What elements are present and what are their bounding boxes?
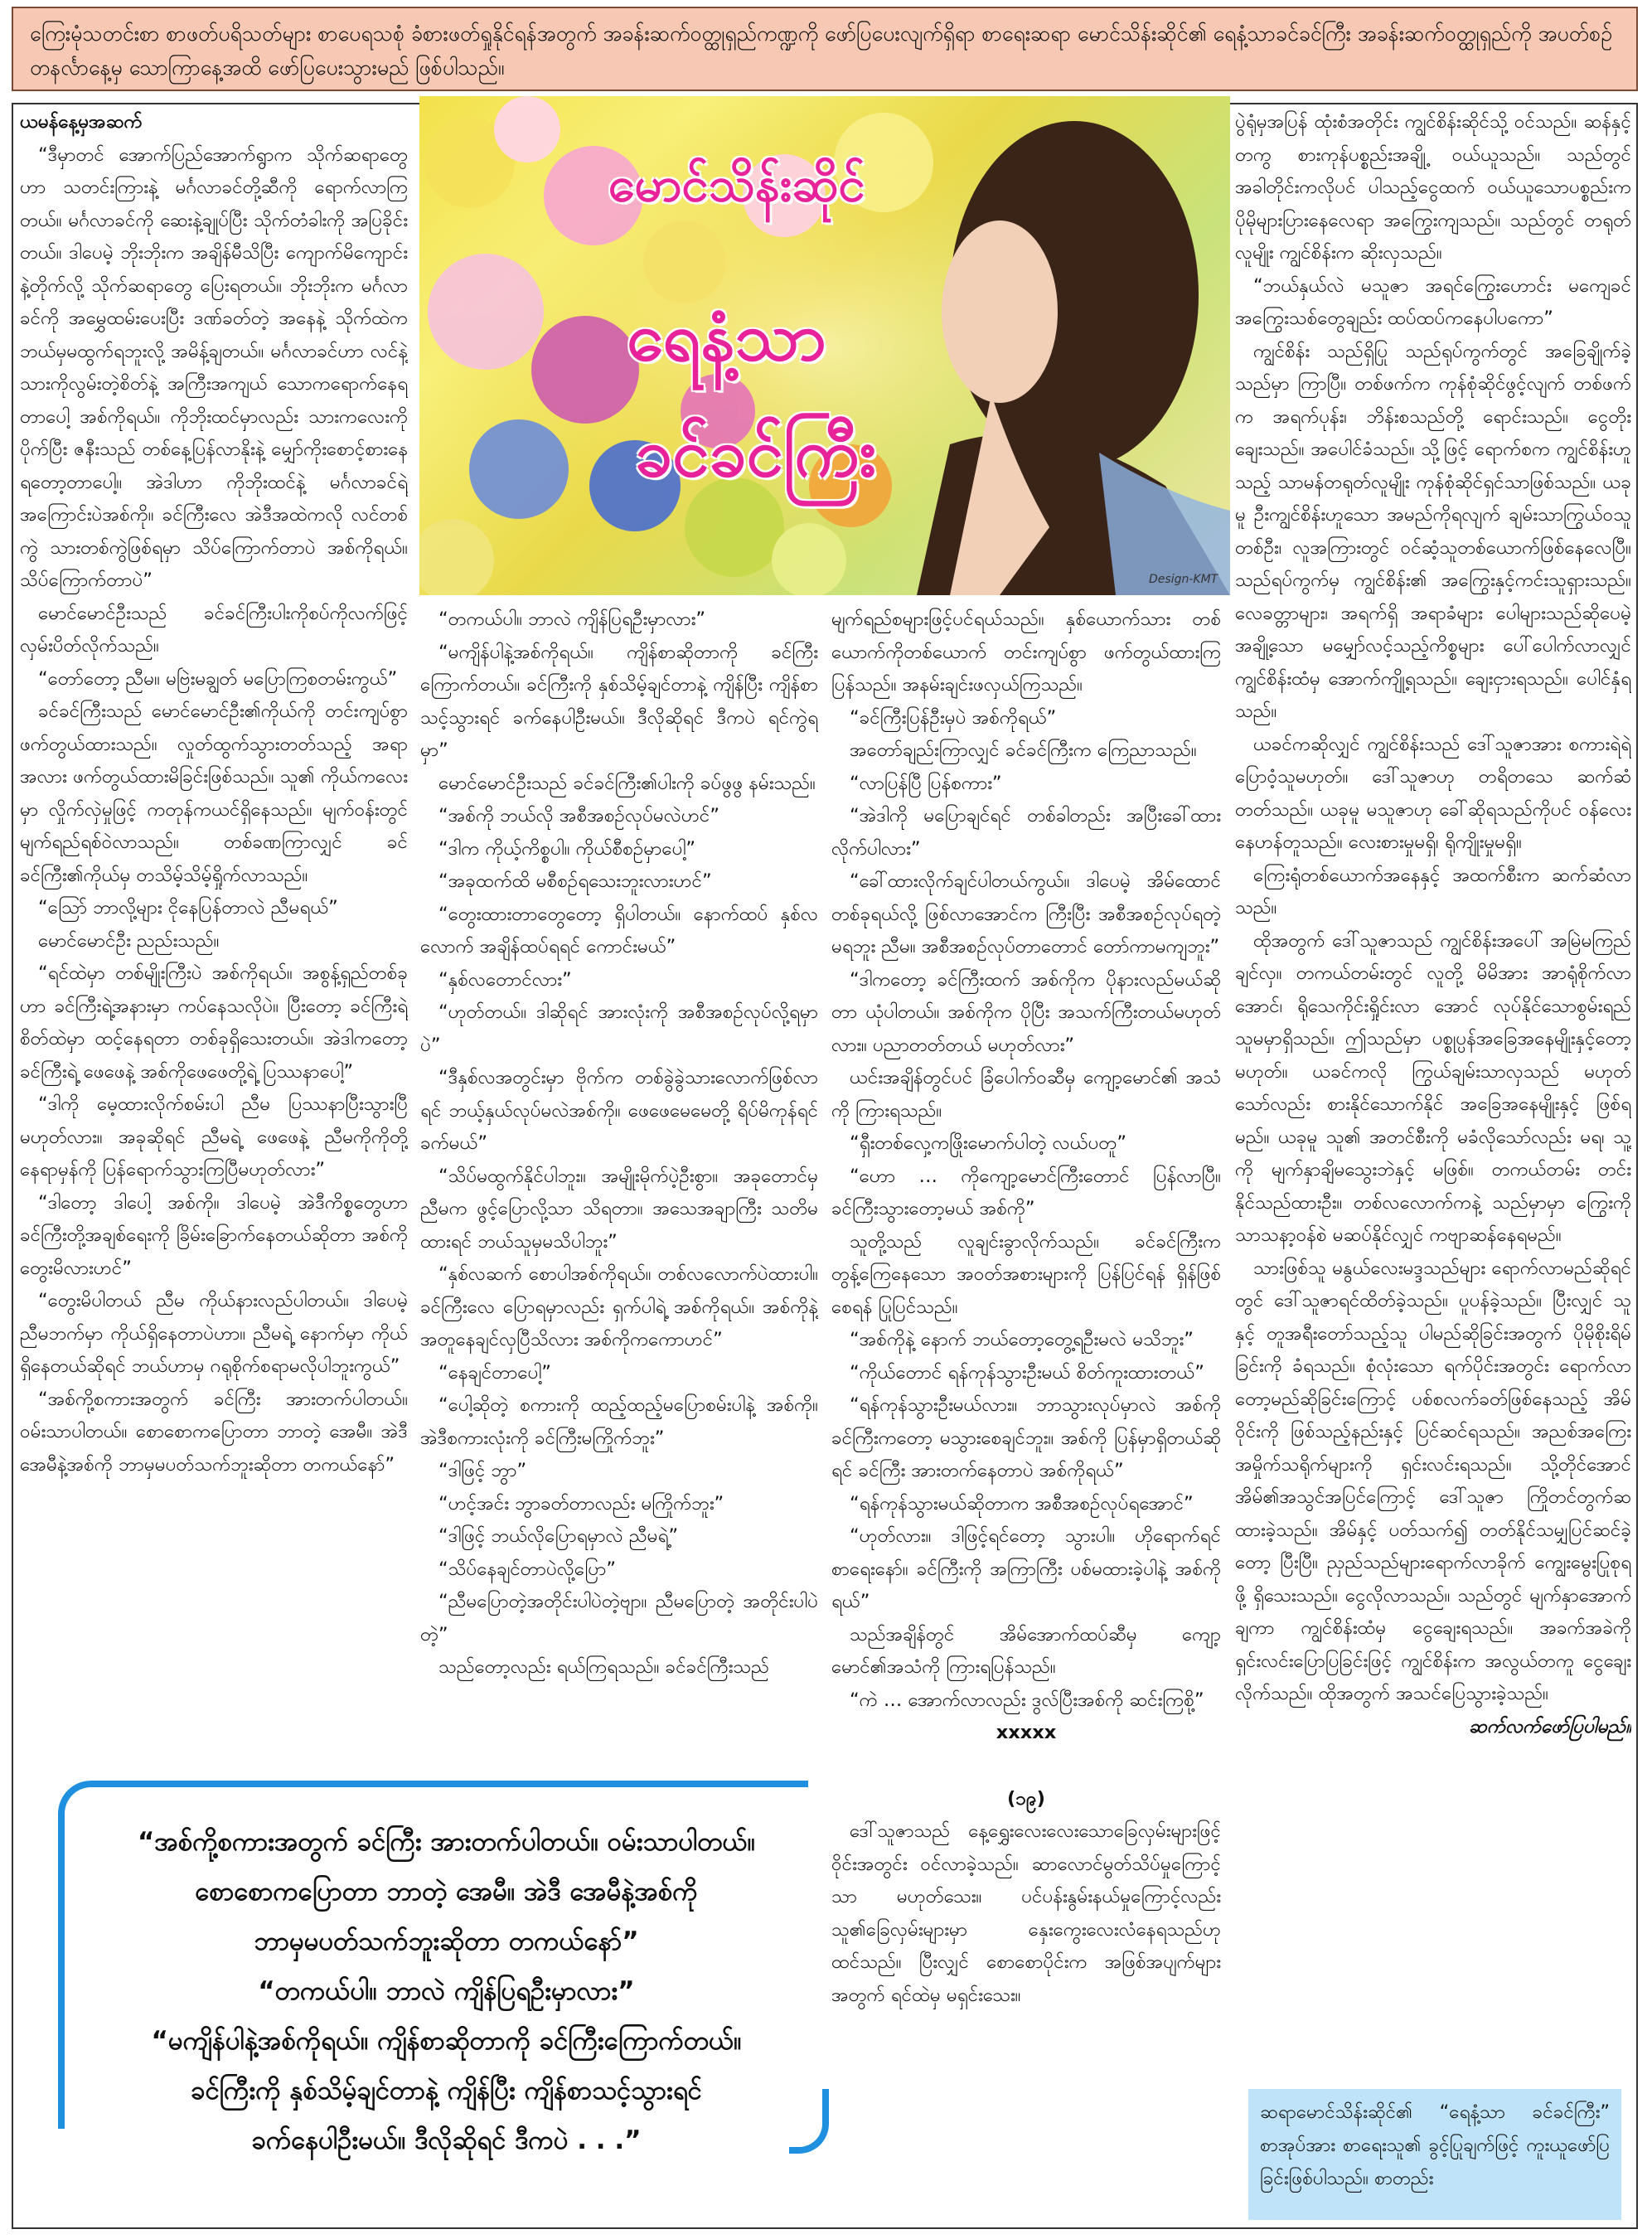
- paragraph: “ညီမပြောတဲ့အတိုင်းပါပဲတဲ့ဗျာ။ ညီမပြောတဲ့ အတိုင်းပါပဲတဲ့”: [420, 1591, 818, 1645]
- section-break-mark: xxxxx: [996, 1722, 1057, 1743]
- pull-quote-line: “မကျိန်ပါနဲ့အစ်ကိုရယ်။ ကျိန်စာဆိုတာကို ခင်ကြီးကြောက်တယ်။: [151, 2026, 742, 2056]
- paragraph: ကြေးရုံတစ်ယောက်အနေနှင့် အထက်စီးက ဆက်ဆံလာသည်။: [1235, 864, 1631, 918]
- paragraph: “အခုထက်ထိ မစီစဉ်ရသေးဘူးလားဟင်”: [438, 870, 712, 892]
- paragraph: ယခင်ကဆိုလျှင် ကျွင်စိန်းသည် ဒေါ်သူဇာအား စကားရဲရဲ ပြောဝံ့သူမဟုတ်။ ဒေါ်သူဇာဟု တရိတသေ ဆက်ဆံတတ်သည်။ ယခုမူ မသူဇာဟု ခေါ်ဆိုရသည်ကိုပင် ဝန်လေးနေဟန်တူသည်။ လေးစားမှုမရှိ၊ ရိုကျိုးမှုမရှိ။: [1235, 733, 1631, 853]
- paragraph: “ဟင့်အင်း ဘွာခတ်တာလည်း မကြိုက်ဘူး”: [438, 1492, 724, 1514]
- paragraph: ဒေါ်သူဇာသည် နေ့ရွှေးလေးလေးသောခြေလှမ်းများဖြင့် ဝိုင်းအတွင်း ဝင်လာခဲ့သည်။ ဆာလောင်မွတ်သိပ်မှုကြောင့်သာ မဟုတ်သေး။ ပင်ပန်းနွမ်းနယ်မှုကြောင့်လည်း သူ၏ခြေလှမ်းများမှာ နှေးကွေးလေးလံနေရသည်ဟု ထင်သည်။ ပြီးလျှင် စောစောပိုင်းက အဖြစ်အပျက်များအတွက် ရင်ထဲမှ မရှင်းသေး။: [831, 1820, 1221, 2006]
- paragraph: “ရန်ကုန်သွားဦးမယ်လား။ ဘာသွားလုပ်မှာလဲ အစ်ကို ခင်ကြီးကတော့ မသွားစေချင်ဘူး။ အစ်ကို ပြန်မှာရှိတယ်ဆိုရင် ခင်ကြီး အားတက်နေတာပဲ အစ်ကိုရယ်”: [831, 1394, 1221, 1481]
- paragraph: “ဟုတ်တယ်။ ဒါဆိုရင် အားလုံးကို အစီအစဉ်လုပ်လို့ရမှာပဲ”: [420, 1001, 818, 1056]
- paragraph: “ဟော … ကိုကျော့မောင်ကြီးတောင် ပြန်လာပြီ။ ခင်ကြီးသွားတော့မယ် အစ်ကို”: [831, 1165, 1221, 1219]
- paragraph: ကျွင်စိန်း သည်ရှိပြု သည်ရုပ်ကွက်တွင် အခြေချိုက်ခဲ့သည်မှာ ကြာပြီ။ တစ်ဖက်က ကုန်စုံဆိုင်ဖွင့်လျက် တစ်ဖက်က အရက်ပုန်း၊ ဘိန်းစသည်တို့ ရောင်းသည်။ ငွေတိုးချေးသည်။ အပေါင်ခံသည်။ သို့ဖြင့် ရောက်စက ကျွင်စိန်းဟူသည့် သာမန်တရုတ်လူမျိုး ကုန်စုံဆိုင်ရှင်သာဖြစ်သည်။ ယခုမူ ဦးကျွင်စိန်းဟူသော အမည်ကိုရလျက် ချမ်းသာကြွယ်ဝသူ တစ်ဦး၊ လူအကြားတွင် ဝင်ဆံ့သူတစ်ယောက်ဖြစ်နေလေပြီ။ သည်ရပ်ကွက်မှ ကျွင်စိန်း၏ အကြွေးနှင့်ကင်းသူရှားသည်။ လေခတ္တာများ၊ အရက်ရှိ အရာခံများ ပေါများသည်ဆိုပေမဲ့ အချို့သော မမျှော်လင့်သည့်ကိစ္စများ ပေါ်ပေါက်လာလျှင် ကျွင်စိန်းထံမှ အောက်ကျို့ရသည်။ ချေးငှားရသည်။ ပေါင်နှံရသည်။: [1235, 340, 1631, 722]
- series-announcement-banner: ကြေးမုံသတင်းစာ စာဖတ်ပရိသတ်များ စာပေရသစုံ ခံစားဖတ်ရှုနိုင်ရန်အတွက် အခန်းဆက်ဝတ္ထုရှည်ကဏ္ဍကို ဖော်ပြပေးလျက်ရှိရာ စာရေးဆရာ မောင်သိန်းဆိုင်၏ ရေနံ့သာခင်ခင်ကြီး အခန်းဆက်ဝတ္ထုရှည်ကို အပတ်စဉ် တနင်္လာနေ့မှ သောကြာနေ့အထိ ဖော်ပြပေးသွားမည် ဖြစ်ပါသည်။: [12, 7, 1638, 91]
- to-be-continued: ဆက်လက်ဖော်ပြပါမည်။: [1469, 1715, 1631, 1737]
- column-1: [20, 106, 408, 1774]
- paragraph: သူတို့သည် လူချင်းခွာလိုက်သည်။ ခင်ခင်ကြီးက တွန့်ကြေနေသော အဝတ်အစားများကို ပြန်ပြင်ရန် ရှိန်ဖြစ်စေရန် ပြုပြင်သည်။: [831, 1230, 1221, 1318]
- paragraph: မောင်မောင်ဦး ညည်းသည်။: [38, 929, 220, 952]
- paragraph: “ဩော် ဘာလို့များ ငိုနေပြန်တာလဲ ညီမရယ်”: [38, 897, 338, 918]
- author-name-title: မောင်သိန်းဆိုင်: [608, 156, 865, 212]
- pull-quote-line: “အစ်ကို့စကားအတွက် ခင်ကြီး အားတက်ပါတယ်။ ဝမ်းသာပါတယ်။: [137, 1827, 756, 1857]
- illustrator-signature: Design-KMT: [1149, 573, 1218, 586]
- paragraph: “ကဲ … အောက်လာလည်း ဒွလ်ပြီးအစ်ကို ဆင်းကြစို့”: [850, 1689, 1204, 1711]
- paragraph: “ရှီးတစ်လှေ့ကဖြိုးမောက်ပါတဲ့ လယ်ပတူ”: [850, 1132, 1126, 1154]
- continued-from-heading: ယမန်နေ့မှအဆက်: [20, 111, 143, 133]
- story-title-illustration: [419, 96, 1230, 595]
- paragraph: မျက်ရည်စများဖြင့်ပင်ရယ်သည်။ နှစ်ယောက်သား တစ်ယောက်ကိုတစ်ယောက် တင်းကျပ်စွာ ဖက်တွယ်ထားကြပြန်သည်။ အနမ်းချင်းဖလှယ်ကြသည်။: [831, 608, 1221, 695]
- pull-quote-line: စောစောကပြောတာ ဘာတဲ့ အေမီ။ အဲဒီ အေမီနဲ့အစ်ကို: [195, 1877, 698, 1907]
- pull-quote-line: “တကယ်ပါ။ ဘာလဲ ကျိန်ပြရဦးမှာလား”: [258, 1976, 635, 2006]
- paragraph: “ဒါက ကိုယ့်ကိစ္စပါ။ ကိုယ်စီစဉ်မှာပေါ့”: [438, 837, 696, 860]
- paragraph: မောင်မောင်ဦးသည် ခင်ခင်ကြီးပါးကိုစပ်ကိုလက်ဖြင့် လှမ်းပိတ်လိုက်သည်။: [20, 602, 408, 657]
- paragraph: “ဒီနှစ်လအတွင်းမှာ ဗိုက်က တစ်ခွဲခွဲသားလောက်ဖြစ်လာရင် ဘယ့်နှယ်လုပ်မလဲအစ်ကို။ ဖေဖေမေမေတို့ ရိပ်မိကုန်ရင် ခက်မယ်”: [420, 1067, 818, 1154]
- story-title-line-1: ရေနံ့သာ: [627, 298, 827, 376]
- paragraph: “အဲဒါကို မပြောချင်ရင် တစ်ခါတည်း အပြီးခေါ်ထားလိုက်ပါလား”: [831, 805, 1221, 860]
- paragraph: “တွေးမိပါတယ် ညီမ ကိုယ်နားလည်ပါတယ်။ ဒါပေမဲ့ ညီမဘက်မှာ ကိုယ်ရှိနေတာပဲဟာ။ ညီမရဲ့ နောက်မှာ ကိုယ်ရှိနေတယ်ဆိုရင် ဘယ်ဟာမှ ဂရုစိုက်စရာမလိုပါဘူးကွယ်”: [20, 1290, 408, 1377]
- paragraph: “အစ်ကို ဘယ်လို အစီအစဉ်လုပ်မလဲဟင်”: [438, 805, 720, 826]
- paragraph: “အစ်ကိုနဲ့ နောက် ဘယ်တော့တွေ့ရဦးမလဲ မသိဘူး”: [850, 1329, 1194, 1350]
- paragraph: “သိပ်နေချင်တာပဲလို့ပြော”: [438, 1558, 617, 1580]
- paragraph: “ဘယ်နှယ်လဲ မသူဇာ အရင်ကြွေးဟောင်း မကျေခင် အကြွေးသစ်တွေချည်း ထပ်ထပ်ကနေပါပကော”: [1235, 274, 1631, 329]
- reprint-credit-box: ဆရာမောင်သိန်းဆိုင်၏ “ရေနံ့သာ ခင်ခင်ကြီး” စာအုပ်အား စာရေးသူ၏ ခွင့်ပြုချက်ဖြင့် ကူးယူဖော်ပြခြင်းဖြစ်ပါသည်။ စာတည်း: [1248, 2089, 1621, 2220]
- paragraph: “ကိုယ်တောင် ရန်ကုန်သွားဦးမယ် စိတ်ကူးထားတယ်”: [850, 1361, 1204, 1384]
- paragraph: ခင်ခင်ကြီးသည် မောင်မောင်ဦး၏ကိုယ်ကို တင်းကျပ်စွာ ဖက်တွယ်ထားသည်။ လှုတ်ထွက်သွားတတ်သည့် အရာအလား ဖက်တွယ်ထားမိခြင်းဖြစ်သည်။ သူ၏ ကိုယ်ကလေးမှာ လှိုက်လှဲမှုဖြင့် ကတုန်ကယင်ရှိနေသည်။ မျက်ဝန်းတွင် မျက်ရည်ရစ်ဝဲလာသည်။ တစ်ခဏကြာလျှင် ခင်ခင်ကြီး၏ကိုယ်မှ တသိမ့်သိမ့်ရှိုက်လာသည်။: [20, 700, 408, 886]
- paragraph: “ရင်ထဲမှာ တစ်မျိုးကြီးပဲ အစ်ကိုရယ်။ အစွန့်ရှည်တစ်ခုဟာ ခင်ကြီးရဲ့အနားမှာ ကပ်နေသလိုပဲ။ ပြီးတော့ ခင်ကြီးရဲ့စိတ်ထဲမှာ ထင့်နေရတာ တစ်ခုရှိသေးတယ်။ အဲဒါကတော့ ခင်ကြီးရဲ့ ဖေဖေနဲ့ အစ်ကိုဖေဖေတို့ရဲ့ ပြဿနာပေါ့”: [20, 962, 408, 1083]
- paragraph: “ရန်ကုန်သွားမယ်ဆိုတာက အစီအစဉ်လုပ်ရအောင်”: [850, 1492, 1194, 1514]
- pull-quote-line: ဘာမှမပတ်သက်ဘူးဆိုတာ တကယ်နော်”: [254, 1926, 639, 1956]
- paragraph: “သိပ်မထွက်နိုင်ပါဘူး။ အမျိုးမိုက်ပဲ့ဦးစွာ။ အခုတောင်မှ ညီမက ဖွင့်ပြောလို့သာ သိရတာ။ အသေအချာကြီး သတိမထားရင် ဘယ်သူမှမသိပါဘူး”: [420, 1165, 818, 1253]
- paragraph: သည်တော့လည်း ရယ်ကြရသည်။ ခင်ခင်ကြီးသည်: [438, 1656, 769, 1678]
- paragraph: “အစ်ကို့စကားအတွက် ခင်ကြီး အားတက်ပါတယ်။ ဝမ်းသာပါတယ်။ စောစောကပြောတာ ဘာတဲ့ အေမီ။ အဲဒီ အေမီနဲ့အစ်ကို ဘာမှမပတ်သက်ဘူးဆိုတာ တကယ်နော်”: [20, 1388, 408, 1476]
- paragraph: “ခင်ကြီးပြန်ဦးမှပဲ အစ်ကိုရယ်”: [850, 706, 1057, 729]
- paragraph: “နေချင်တာပေါ့”: [438, 1361, 551, 1384]
- paragraph: “ဒီမှာတင် အောက်ပြည်အောက်ရွာက သိုက်ဆရာတွေဟာ သတင်းကြားနဲ့ မင်္ဂလာခင်တို့ဆီကို ရောက်လာကြတယ်။ မင်္ဂလာခင်ကို ဆေးနဲ့ချုပ်ပြီး သိုက်တံခါးကို အပြခိုင်းတယ်။ ဒါပေမဲ့ ဘိုးဘိုးက အချိန်မီသိပြီး ကျောက်မိကျောင်းနဲ့တိုက်လို့ သိုက်ဆရာတွေ ပြေးရတယ်။ ဘိုးဘိုးက မင်္ဂလာခင်ကို အမွှေထမ်းပေးပြီး ဒဏ်ခတ်တဲ့ အနေနဲ့ သိုက်ထဲက ဘယ်မှမထွက်ရဘူးလို့ အမိန့်ချတယ်။ မင်္ဂလာခင်ဟာ လင်နဲ့ သားကိုလွမ်းတဲ့စိတ်နဲ့ အကြီးအကျယ် သောကရောက်နေရတာပေါ့ အစ်ကိုရယ်။ ကိုဘိုးထင်မှာလည်း သားကလေးကိုပိုက်ပြီး ဇနီးသည် တစ်နေ့ပြန်လာနိုးနဲ့ မျှော်ကိုးစောင့်စားနေရတော့တာပေါ့။ အဲဒါဟာ ကိုဘိုးထင်နဲ့ မင်္ဂလာခင်ရဲ့ အကြောင်းပဲအစ်ကို။ ခင်ကြီးလေ အဲဒီအထဲကလို လင်တစ်ကွဲ သားတစ်ကွဲဖြစ်ရမှာ သိပ်ကြောက်တာပဲ အစ်ကိုရယ်။ သိပ်ကြောက်တာပဲ”: [20, 143, 408, 591]
- paragraph: “ဒါဖြင့် ဘယ်လိုပြောရမှာလဲ ညီမရဲ့”: [438, 1525, 679, 1547]
- paragraph: “တော်တော့ ညီမ။ မဗြဲးမချွတ် မပြောကြစတမ်းကွယ်”: [38, 667, 398, 690]
- paragraph: “တကယ်ပါ။ ဘာလဲ ကျိန်ပြရဦးမှာလား”: [438, 608, 706, 630]
- paragraph: သားဖြစ်သူ မနွယ်လေးမဒ္ဒသည်များ ရောက်လာမည်ဆိုရင်တွင် ဒေါ်သူဇာရင်ထိတ်ခဲ့သည်။ ပူပန်ခဲ့သည်။ ပြီးလျှင် သူနှင့် တူအရီးတော်သည့်သူ ပါမည်ဆိုခြင်းအတွက် ပိုမိုစိုးရိမ်ခြင်းကို ခံရသည်။ စုံလုံးသော ရက်ပိုင်းအတွင်း ရောက်လာတော့မည်ဆိုခြင်းကြောင့် ပစ်စလက်ခတ်ဖြစ်နေသည့် အိမ်ဝိုင်းကို ဖြစ်သည့်နည်းနှင့် ပြင်ဆင်ရသည်။ အညစ်အကြေး အမှိုက်သရိုက်များကို ရှင်းလင်းရသည်။ သို့တိုင်အောင် အိမ်၏အသွင်အပြင်ကြောင့် ဒေါ်သူဇာ ကြိုတင်တွက်ဆထားခဲ့သည်။ အိမ်နှင့် ပတ်သက်၍ တတ်နိုင်သမျှပြင်ဆင်ခဲ့တော့ ပြီးပြီ။ ညှည်သည်များရောက်လာခိုက် ကျွေးမွေးပြုစုရဖို့ ရှိသေးသည်။ ငွေလိုလာသည်။ သည်တွင် မျက်နှာအောက်ချကာ ကျွင်စိန်းထံမှ ငွေချေးရသည်။ အခက်အခဲကို ရှင်းလင်းပြောပြခြင်းဖြင့် ကျွင်စိန်းက အလွယ်တကူ ငွေချေးလိုက်သည်။ ထိုအတွက် အသင်ပြေသွားခဲ့သည်။: [1235, 1257, 1631, 1704]
- column-2: [420, 603, 818, 1781]
- paragraph: မောင်မောင်ဦးသည် ခင်ခင်ကြီး၏ပါးကို ခပ်ဖွဖွ နမ်းသည်။: [438, 772, 816, 794]
- paragraph: “ဒါတော့ ဒါပေါ့ အစ်ကို။ ဒါပေမဲ့ အဲဒီကိစ္စတွေဟာ ခင်ကြီးတို့အချစ်ရေးကို ခြိမ်းခြောက်နေတယ်ဆိုတာ အစ်ကိုတွေးမိလားဟင်”: [20, 1191, 408, 1279]
- pull-quote: [58, 1781, 808, 2155]
- paragraph: “ဒါကတော့ ခင်ကြီးထက် အစ်ကိုက ပိုနားလည်မယ်ဆိုတာ ယုံပါတယ်။ အစ်ကိုက ပိုပြီး အသက်ကြီးတယ်မဟုတ်လား။ ပညာတတ်တယ် မဟုတ်လား”: [831, 968, 1221, 1056]
- column-3: [831, 603, 1221, 2162]
- paragraph: “ဒါကို မေ့ထားလိုက်စမ်းပါ ညီမ ပြဿနာပြီးသွားပြီမဟုတ်လား။ အခုဆိုရင် ညီမရဲ့ ဖေဖေနဲ့ ညီမကိုကိုတို့ နေရာမှန်ကို ပြန်ရောက်သွားကြပြီမဟုတ်လား”: [20, 1093, 408, 1180]
- chapter-number: (၁၉): [1007, 1787, 1045, 1810]
- paragraph: ထိုအတွက် ဒေါ်သူဇာသည် ကျွင်စိန်းအပေါ် အမြဲမကြည်ချင်လှ။ တကယ်တမ်းတွင် လူတို့ မိမိအား အာရုံစိုက်လာအောင်၊ ရိုသေကိုင်းရှိုင်းလာ အောင် လုပ်နိုင်သောစွမ်းရည် သူမမှာရှိသည်။ ဤသည်မှာ ပစ္စုပ္ပန်အခြေအနေမျိုးနှင့်တော့ မဟုတ်။ ယခင်ကလို ကြွယ်ချမ်းသာလှသည် မဟုတ်သော်လည်း စားနိုင်သောက်နိုင် အခြေအနေမျိုးနှင့် ဖြစ်ရမည်။ ယခုမူ သူ၏ အတင်စီးကို မခံလိုသော်လည်း မရ၊ သူ့ကို မျက်နှာချိမသွေးဘဲနှင့် မဖြစ်။ တကယ်တမ်း တင်းနိုင်သည်ထားဦး။ တစ်လလောက်ကနဲ့ သည်မှာမှာ ကြွေးကို သာသနာ့ဝန်စဲ မဆပ်နိုင်လျှင် ကဗျာဆန်နေရမည်။: [1235, 929, 1631, 1246]
- column-4: [1235, 106, 1631, 2004]
- paragraph: “နှစ်လဆက် စောပါအစ်ကိုရယ်။ တစ်လလောက်ပဲထားပါ။ ခင်ကြီးလေ ပြောရမှာလည်း ရှက်ပါရဲ့ အစ်ကိုရယ်။ အစ်ကိုနဲ့ အတူနေချင်လှပြီသိလား အစ်ကိုကကောဟင်”: [420, 1263, 818, 1350]
- pull-quote-line: ခက်နေပါဦးမယ်။ ဒီလိုဆိုရင် ဒီကပဲ . . .”: [251, 2125, 642, 2155]
- paragraph: “တွေးထားတာတွေတော့ ရှိပါတယ်။ နောက်ထပ် နှစ်လလောက် အချိန်ထပ်ရရင် ကောင်းမယ်”: [420, 903, 818, 957]
- paragraph: သည်အချိန်တွင် အိမ်အောက်ထပ်ဆီမှ ကျော့မောင်၏အသံကို ကြားရပြန်သည်။: [831, 1623, 1221, 1678]
- paragraph: “နှစ်လတောင်လား”: [438, 968, 572, 991]
- paragraph: “ခေါ်ထားလိုက်ချင်ပါတယ်ကွယ်။ ဒါပေမဲ့ အိမ်ထောင်တစ်ခုရယ်လို့ ဖြစ်လာအောင်က ကြီးပြီး အစီအစဉ်လုပ်ရတဲ့ မရဘူး ညီမ။ အစီအစဉ်လုပ်တာတောင် တော်ကာမကျဘူး”: [831, 870, 1221, 957]
- pull-quote-line: ခင်ကြီးကို နှစ်သိမ့်ချင်တာနဲ့ ကျိန်ပြီး ကျိန်စာသင့်သွားရင်: [191, 2076, 702, 2106]
- paragraph: အတော်ချည်းကြာလျှင် ခင်ခင်ကြီးက ကြေညာသည်။: [850, 739, 1197, 761]
- paragraph: “မကျိန်ပါနဲ့အစ်ကိုရယ်။ ကျိန်စာဆိုတာကို ခင်ကြီးကြောက်တယ်။ ခင်ကြီးကို နှစ်သိမ့်ချင်တာနဲ့ ကျိန်ပြီး ကျိန်စာသင့်သွားရင် ခက်နေပါဦးမယ်။ ဒီလိုဆိုရင် ဒီကပဲ ရင်ကွဲရမှာ”: [420, 641, 818, 761]
- paragraph: “လာပြန်ပြီ ပြန်စကား”: [850, 772, 1002, 794]
- paragraph: ယင်းအချိန်တွင်ပင် ခြံပေါက်ဝဆီမှ ကျော့မောင်၏ အသံကို ကြားရသည်။: [831, 1067, 1221, 1122]
- paragraph: “ဒါဖြင့် ဘွာ”: [438, 1460, 527, 1481]
- paragraph: “ဟုတ်လား။ ဒါဖြင့်ရင်တော့ သွားပါ။ ဟိုရောက်ရင် စာရေးနော်။ ခင်ကြီးကို အကြာကြီး ပစ်မထားခဲ့ပါနဲ့ အစ်ကိုရယ်”: [831, 1525, 1221, 1612]
- paragraph: “ပေါ့ဆိုတဲ့ စကားကို ထည့်ထည့်မပြောစမ်းပါနဲ့ အစ်ကို။ အဲဒီစကားလုံးကို ခင်ကြီးမကြိုက်ဘူး”: [420, 1394, 818, 1449]
- story-title-line-2: ခင်ခင်ကြီး: [635, 414, 876, 492]
- paragraph: ပွဲရုံမှအပြန် ထုံးစံအတိုင်း ကျွင်စိန်းဆိုင်သို့ ဝင်သည်။ ဆန်နှင့်တကွ စားကုန်ပစ္စည်းအချို့ ဝယ်ယူသည်။ သည်တွင် အခါတိုင်းကလိုပင် ပါသည့်ငွေထက် ဝယ်ယူသောပစ္စည်းက ပိုမိုများပြားနေလေရာ အကြွေးကျသည်။ သည်တွင် တရုတ်လူမျိုး ကျွင်စိန်းက ဆိုးလှသည်။: [1235, 111, 1631, 264]
